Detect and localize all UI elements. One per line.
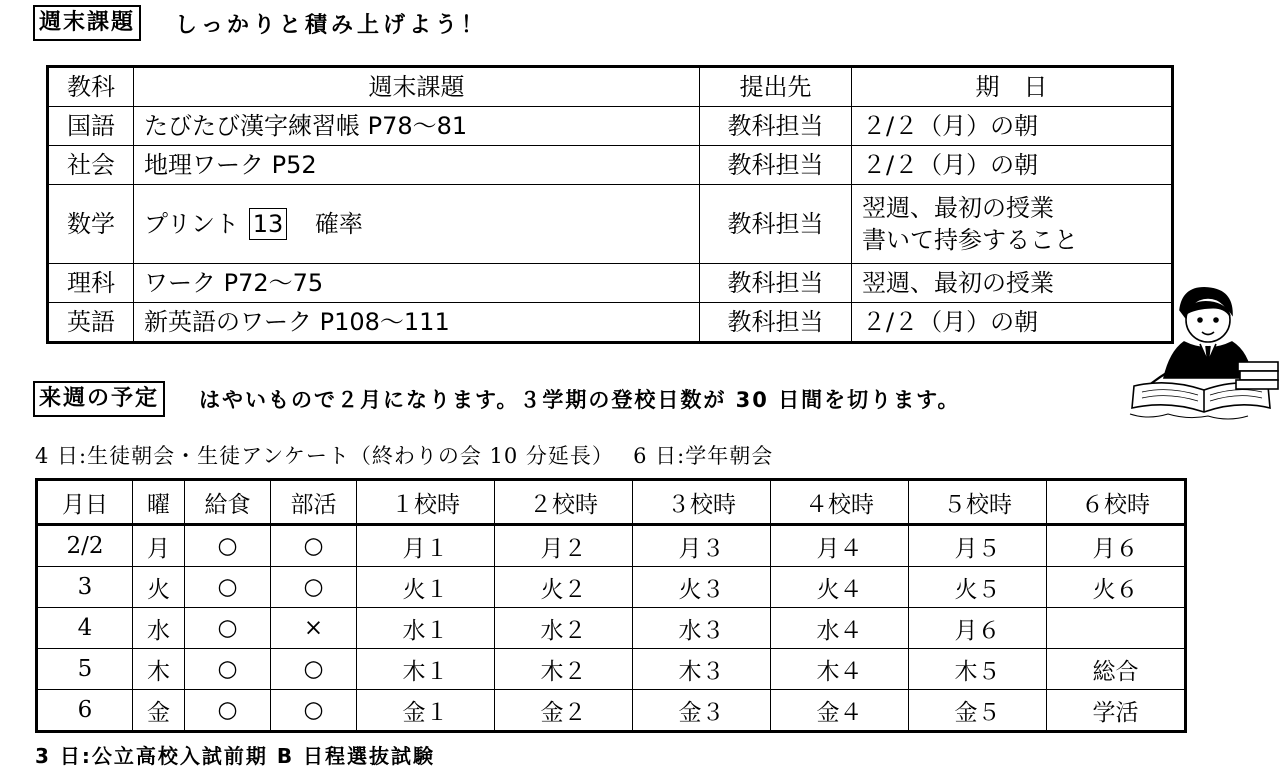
table-cell: 木３ — [633, 649, 771, 690]
task-text: 確率 — [314, 210, 363, 238]
due-cell: ２/２（月）の朝 — [852, 146, 1173, 185]
table-cell: 水４ — [771, 608, 909, 649]
section-message: はやいもので２月になります。３学期の登校日数が 30 日間を切ります。 — [199, 388, 961, 412]
table-row — [48, 146, 1173, 185]
table-cell: ○ — [271, 525, 357, 567]
subject-cell: 数学 — [48, 185, 134, 264]
events-note: 4 日:生徒朝会・生徒アンケート（終わりの会 10 分延長） 6 日:学年朝会 — [35, 444, 774, 468]
table-cell: 金５ — [909, 690, 1047, 732]
due-line: 書いて持参すること — [862, 226, 1078, 254]
table-cell: 火６ — [1047, 567, 1186, 608]
subject-cell: 理科 — [48, 264, 134, 303]
table-cell: 火 — [133, 567, 185, 608]
column-header: １校時 — [357, 480, 495, 525]
due-cell: ２/２（月）の朝 — [852, 303, 1173, 343]
column-header: ５校時 — [909, 480, 1047, 525]
subject-cell: 社会 — [48, 146, 134, 185]
submit-to-cell: 教科担当 — [700, 146, 852, 185]
table-cell: × — [271, 608, 357, 649]
column-header: ２校時 — [495, 480, 633, 525]
column-header: 教科 — [48, 67, 134, 107]
print-number-box: 13 — [249, 208, 288, 240]
table-cell: ○ — [185, 649, 271, 690]
table-cell: ○ — [271, 649, 357, 690]
table-row — [48, 264, 1173, 303]
weekly-schedule-table — [35, 478, 1187, 733]
table-cell: 木２ — [495, 649, 633, 690]
table-header-row — [48, 67, 1173, 107]
table-cell: 水 — [133, 608, 185, 649]
table-cell: 月６ — [909, 608, 1047, 649]
table-cell: 木５ — [909, 649, 1047, 690]
column-header: 期 日 — [852, 67, 1173, 107]
table-cell: ○ — [185, 525, 271, 567]
table-cell: 火１ — [357, 567, 495, 608]
table-cell: 金 — [133, 690, 185, 732]
table-cell: 金２ — [495, 690, 633, 732]
table-cell: 5 — [37, 649, 133, 690]
table-cell: 火２ — [495, 567, 633, 608]
subject-cell: 英語 — [48, 303, 134, 343]
column-header: ４校時 — [771, 480, 909, 525]
due-cell: 翌週、最初の授業 — [852, 264, 1173, 303]
table-cell: ○ — [271, 690, 357, 732]
column-header: ６校時 — [1047, 480, 1186, 525]
table-row — [48, 303, 1173, 343]
table-row — [37, 525, 1186, 567]
table-cell: 火３ — [633, 567, 771, 608]
column-header: 週末課題 — [134, 67, 700, 107]
column-header: 曜 — [133, 480, 185, 525]
submit-to-cell: 教科担当 — [700, 264, 852, 303]
table-row — [37, 690, 1186, 732]
submit-to-cell: 教科担当 — [700, 185, 852, 264]
table-row — [48, 185, 1173, 264]
table-cell: 月３ — [633, 525, 771, 567]
table-cell: 水３ — [633, 608, 771, 649]
table-cell: 月２ — [495, 525, 633, 567]
task-cell: たびたび漢字練習帳 P78～81 — [134, 107, 700, 146]
table-cell: ○ — [185, 690, 271, 732]
task-cell: 地理ワーク P52 — [134, 146, 700, 185]
table-cell: 火４ — [771, 567, 909, 608]
table-cell: ○ — [185, 567, 271, 608]
table-cell: 火５ — [909, 567, 1047, 608]
due-line: 翌週、最初の授業 — [862, 193, 1054, 222]
column-header: 部活 — [271, 480, 357, 525]
section-label: 来週の予定 — [33, 381, 165, 417]
table-cell — [1047, 608, 1186, 649]
table-cell: 月６ — [1047, 525, 1186, 567]
submit-to-cell: 教科担当 — [700, 107, 852, 146]
next-week-header — [33, 381, 961, 417]
table-row — [37, 567, 1186, 608]
column-header: 月日 — [37, 480, 133, 525]
table-cell: 金４ — [771, 690, 909, 732]
table-cell: 月５ — [909, 525, 1047, 567]
table-cell: 水１ — [357, 608, 495, 649]
weekend-assignment-header — [33, 5, 487, 41]
table-cell: 金１ — [357, 690, 495, 732]
homework-table — [46, 65, 1174, 344]
table-cell: 2/2 — [37, 525, 133, 567]
task-cell — [134, 185, 700, 264]
table-cell: ○ — [271, 567, 357, 608]
table-cell: 月 — [133, 525, 185, 567]
subject-cell: 国語 — [48, 107, 134, 146]
table-cell: 学活 — [1047, 690, 1186, 732]
table-header-row — [37, 480, 1186, 525]
table-cell: 木４ — [771, 649, 909, 690]
task-cell: ワーク P72～75 — [134, 264, 700, 303]
task-text: プリント — [144, 210, 240, 238]
column-header: ３校時 — [633, 480, 771, 525]
table-row — [37, 649, 1186, 690]
table-cell: 3 — [37, 567, 133, 608]
student-reading-illustration — [1128, 282, 1280, 422]
table-cell: 月４ — [771, 525, 909, 567]
table-row — [37, 608, 1186, 649]
submit-to-cell: 教科担当 — [700, 303, 852, 343]
table-cell: ○ — [185, 608, 271, 649]
table-cell: 金３ — [633, 690, 771, 732]
table-cell: 6 — [37, 690, 133, 732]
table-cell: 木 — [133, 649, 185, 690]
column-header: 給食 — [185, 480, 271, 525]
column-header: 提出先 — [700, 67, 852, 107]
table-cell: 総合 — [1047, 649, 1186, 690]
due-cell: ２/２（月）の朝 — [852, 107, 1173, 146]
section-slogan: しっかりと積み上げよう！ — [175, 12, 488, 38]
table-cell: 木１ — [357, 649, 495, 690]
due-cell — [852, 185, 1173, 264]
task-cell: 新英語のワーク P108～111 — [134, 303, 700, 343]
footer-note: 3 日:公立高校入試前期 B 日程選抜試験 — [35, 744, 436, 768]
section-label: 週末課題 — [33, 5, 141, 41]
table-row — [48, 107, 1173, 146]
table-cell: 月１ — [357, 525, 495, 567]
table-cell: 水２ — [495, 608, 633, 649]
table-cell: 4 — [37, 608, 133, 649]
